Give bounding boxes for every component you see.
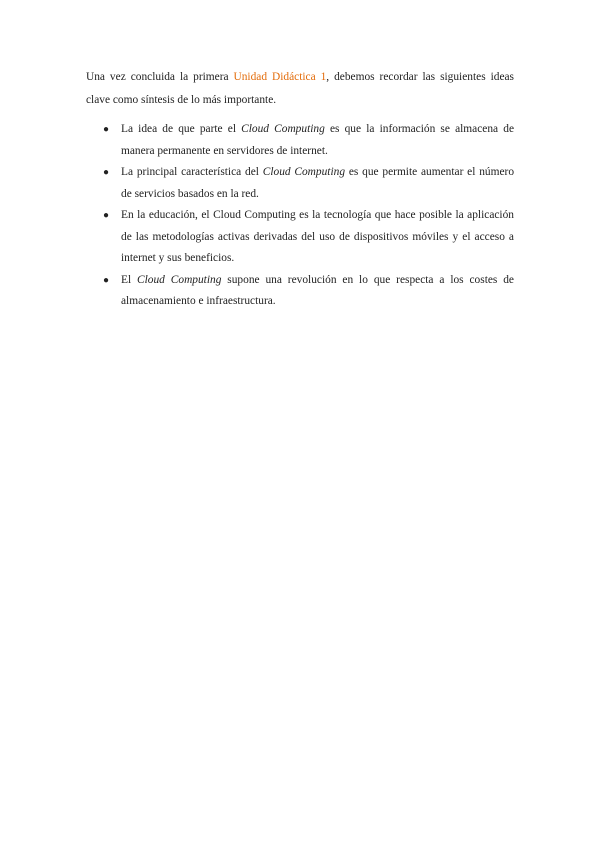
item-text-italic: Cloud Computing [137,273,222,286]
list-item [86,205,514,270]
intro-text-after: , debemos recordar las siguientes ideas clave como síntesis de lo más importante. [86,71,514,106]
item-text-before: El [121,273,138,286]
list-item [86,119,514,162]
intro-paragraph [86,66,514,112]
bullet-icon: ● [103,210,110,221]
item-text: En la educación, el Cloud Computing es la tecnología que hace posible la aplicación de las metodologías activas derivadas del uso de dispositivos móviles y el acceso a internet y sus beneficios. [121,209,514,264]
key-ideas-list [86,119,514,313]
item-text-after: es que la información se almacena de manera permanente en servidores de internet. [121,123,514,157]
intro-text-before: Una vez concluida la primera [86,71,234,83]
unit-link[interactable]: Unidad Didáctica 1 [233,71,327,83]
item-text-before: La idea de que parte el [121,123,242,135]
list-item [86,162,514,205]
item-text-after: es que permite aumentar el número de servicios basados en la red. [121,166,515,200]
item-text-italic: Cloud Computing [262,166,346,178]
bullet-icon: ● [103,274,110,286]
item-text-before: La principal característica del [121,166,263,178]
item-text-after: supone una revolución en lo que respecta a los costes de almacenamiento e infraestructura. [121,273,514,307]
bullet-icon: ● [103,167,110,178]
list-item [86,270,514,313]
bullet-icon: ● [103,124,110,135]
item-text-italic: Cloud Computing [241,123,325,135]
